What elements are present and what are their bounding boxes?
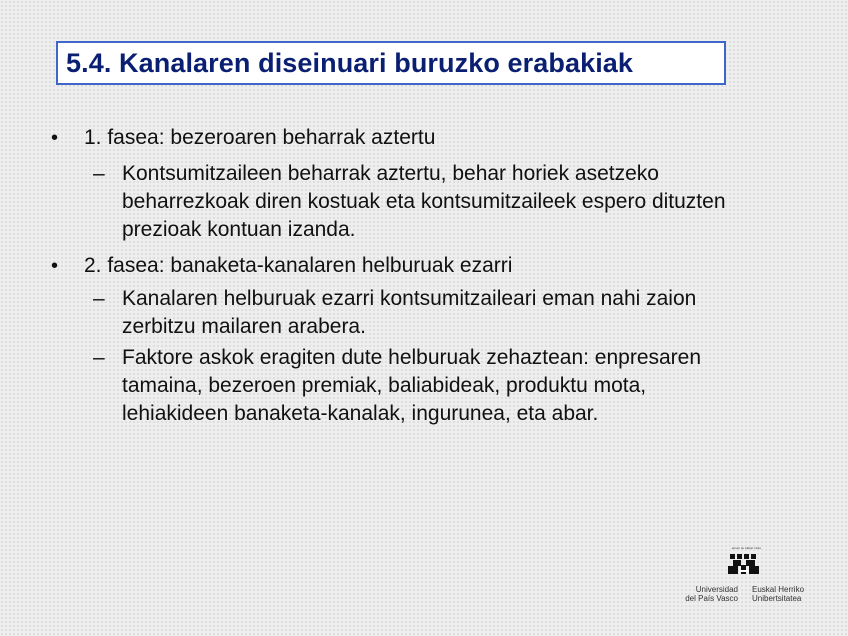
- sub-bullet-marker: –: [93, 162, 105, 185]
- sub-bullet-item: [93, 344, 773, 456]
- sub-bullet-marker: –: [93, 287, 105, 310]
- logo-left-caption: [684, 585, 738, 603]
- slide-title: 5.4. Kanalaren diseinuari buruzko erabakiak: [66, 47, 634, 78]
- logo-right-caption: [752, 585, 806, 603]
- university-emblem-icon: [726, 553, 762, 577]
- sub-bullet-marker: –: [93, 346, 105, 369]
- sub-bullet-text: Kontsumitzaileen beharrak aztertu, behar horiek asetzeko beharrezkoak diren kostuak eta kontsumitzaileek espero dituzten prezioak kontuan izanda.: [122, 162, 726, 241]
- logo-right-line: Unibertsitatea: [752, 594, 802, 603]
- sub-bullet-item: [93, 160, 773, 244]
- logo-left-line: Universidad: [695, 585, 738, 594]
- sub-bullet-item: [93, 285, 773, 341]
- bullet-item: [51, 124, 751, 152]
- university-logo: [684, 545, 806, 609]
- sub-bullet-text: Kanalaren helburuak ezarri kontsumitzaileari eman nahi zaion zerbitzu mailaren arabera.: [122, 287, 697, 338]
- logo-left-line: del País Vasco: [685, 594, 738, 603]
- bullet-text: 2. fasea: banaketa-kanalaren helburuak ezarri: [84, 254, 513, 277]
- logo-right-line: Euskal Herriko: [752, 585, 805, 594]
- logo-top-text: eman ta zabal zazu: [731, 546, 762, 550]
- bullet-text: 1. fasea: bezeroaren beharrak aztertu: [84, 126, 436, 149]
- sub-bullet-text: Faktore askok eragiten dute helburuak zehaztean: enpresaren tamaina, bezeroen premiak, baliabideak, produktu mota, lehiakideen banaketa-kanalak, ingurunea, eta abar.: [122, 346, 702, 425]
- bullet-item: [51, 252, 751, 280]
- bullet-marker: •: [51, 127, 59, 149]
- bullet-marker: •: [51, 255, 59, 277]
